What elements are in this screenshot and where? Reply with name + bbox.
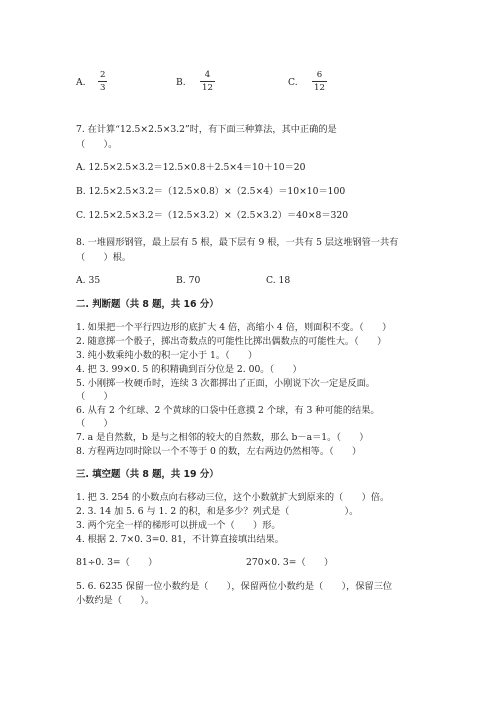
tf-item-1: 1. 如果把一个平行四边形的底扩大 4 倍，高缩小 4 倍，则面积不变。（ ） bbox=[76, 322, 392, 333]
q8-option-c: C. 18 bbox=[266, 275, 291, 286]
q7-option-c: C. 12.5×2.5×3.2＝（12.5×3.2）×（2.5×3.2）＝40×8＝320 bbox=[76, 210, 349, 221]
q6-option-c-numerator: 6 bbox=[316, 70, 323, 80]
q6-option-a-numerator: 2 bbox=[100, 70, 106, 80]
fill-calc-right: 270×0. 3=（ ） bbox=[246, 557, 334, 568]
q8-option-a: A. 35 bbox=[76, 275, 101, 286]
section-3-title: 三. 填空题（共 8 题，共 19 分） bbox=[76, 469, 219, 480]
tf-item-7: 7. a 是自然数，b 是与之相邻的较大的自然数，那么 b－a＝1。（ ） bbox=[76, 432, 369, 443]
tf-item-6-blank: （ ） bbox=[76, 418, 113, 429]
tf-item-2: 2. 随意掷一个骰子，掷出奇数点的可能性比掷出偶数点的可能性大。（ ） bbox=[76, 336, 387, 347]
fraction-bar bbox=[98, 81, 107, 82]
q7-stem: 7. 在计算“12.5×2.5×3.2”时，有下面三种算法，其中正确的是 bbox=[76, 124, 337, 135]
tf-item-5-blank: （ ） bbox=[76, 391, 113, 402]
fill-item-1: 1. 把 3. 254 的小数点向右移动三位，这个小数就扩大到原来的（ ）倍。 bbox=[76, 492, 390, 503]
q6-option-b-numerator: 4 bbox=[204, 70, 211, 80]
q6-option-a-denominator: 3 bbox=[100, 83, 106, 93]
fill-item-3: 3. 两个完全一样的梯形可以拼成一个（ ）形。 bbox=[76, 520, 281, 531]
q8-option-b: B. 70 bbox=[176, 275, 201, 286]
fill-item-2: 2. 3. 14 加 5. 6 与 1. 2 的积，和是多少？列式是（ ）。 bbox=[76, 506, 359, 517]
tf-item-5: 5. 小刚掷一枚硬币时，连续 3 次都掷出了正面，小刚说下次一定是反面。 bbox=[76, 378, 375, 389]
fill-calc-left: 81÷0. 3=（ ） bbox=[76, 557, 158, 568]
q7-blank: （ ）。 bbox=[76, 139, 118, 150]
q6-option-b-label: B. bbox=[176, 77, 186, 88]
fill-item-5-line-2: 小数约是（ ）。 bbox=[76, 595, 155, 606]
tf-item-8: 8. 方程两边同时除以一个不等于 0 的数，左右两边仍然相等。（ ） bbox=[76, 446, 362, 457]
q8-blank: （ ）根。 bbox=[76, 252, 132, 263]
q6-option-c-label: C. bbox=[288, 77, 298, 88]
q7-option-a: A. 12.5×2.5×3.2＝12.5×0.8＋2.5×4＝10＋10＝20 bbox=[76, 162, 306, 173]
q6-option-b-fraction bbox=[200, 70, 215, 93]
q6-option-a-label: A. bbox=[76, 77, 86, 88]
tf-item-4: 4. 把 3. 99×0. 5 的积精确到百分位是 2. 00。（ ） bbox=[76, 364, 302, 375]
q7-option-b: B. 12.5×2.5×3.2＝（12.5×0.8）×（2.5×4）＝10×10＝100 bbox=[76, 186, 346, 197]
q6-option-c-denominator: 12 bbox=[314, 83, 325, 93]
fill-item-4: 4. 根据 2. 7×0. 3=0. 81，不计算直接填出结果。 bbox=[76, 534, 284, 545]
tf-item-3: 3. 纯小数乘纯小数的积一定小于 1。（ ） bbox=[76, 350, 258, 361]
q8-stem: 8. 一堆圆形钢管，最上层有 5 根，最下层有 9 根，一共有 5 层这堆钢管一共有 bbox=[76, 237, 399, 248]
q6-option-a-fraction bbox=[98, 70, 107, 93]
tf-item-6: 6. 从有 2 个红球、2 个黄球的口袋中任意摸 2 个球，有 3 种可能的结果。 bbox=[76, 405, 380, 416]
fraction-bar bbox=[312, 81, 327, 82]
q6-option-b-denominator: 12 bbox=[202, 83, 213, 93]
q6-option-c-fraction bbox=[312, 70, 327, 93]
fraction-bar bbox=[200, 81, 215, 82]
fill-item-5-line-1: 5. 6. 6235 保留一位小数约是（ ），保留两位小数约是（ ），保留三位 bbox=[76, 581, 393, 592]
section-2-title: 二. 判断题（共 8 题，共 16 分） bbox=[76, 299, 219, 310]
